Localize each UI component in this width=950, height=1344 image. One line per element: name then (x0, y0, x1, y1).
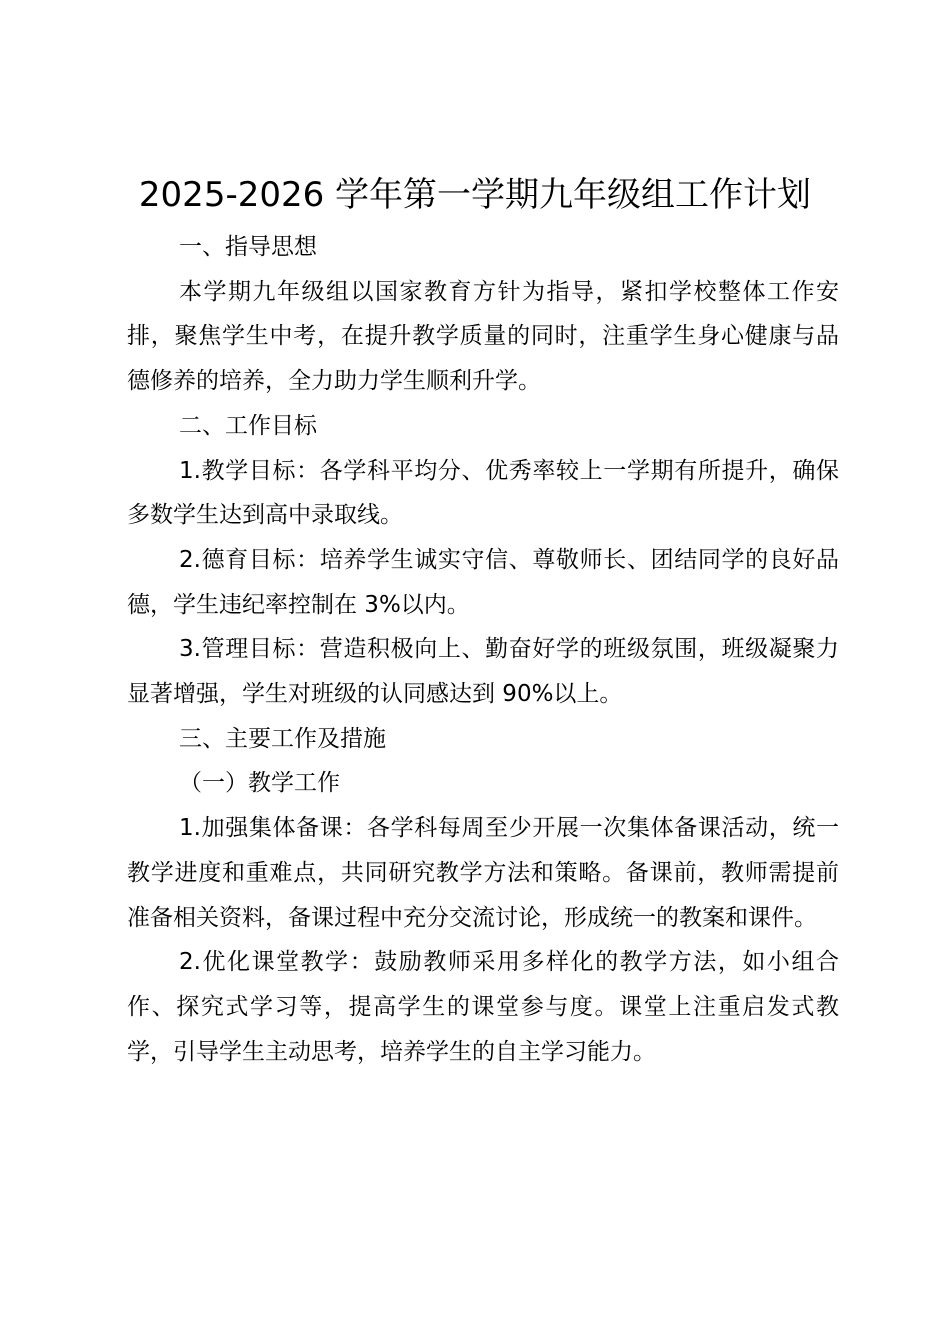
paragraph-teaching-goal: 1.教学目标：各学科平均分、优秀率较上一学期有所提升，确保多数学生达到高中录取线。 (127, 457, 839, 529)
paragraph-moral-goal: 2.德育目标：培养学生诚实守信、尊敬师长、团结同学的良好品德，学生违纪率控制在 3%以内。 (127, 546, 839, 618)
document-title: 2025-2026 学年第一学期九年级组工作计划 (138, 175, 812, 215)
section-heading-main-work: 三、主要工作及措施 (179, 725, 386, 752)
document-body (127, 225, 839, 1074)
subsection-heading-teaching-work: （一）教学工作 (179, 770, 340, 797)
section-heading-work-goals: 二、工作目标 (179, 412, 317, 439)
paragraph-optimize-classroom: 2.优化课堂教学：鼓励教师采用多样化的教学方法，如小组合作、探究式学习等，提高学生的课堂参与度。课堂上注重启发式教学，引导学生主动思考，培养学生的自主学习能力。 (127, 949, 839, 1065)
paragraph-management-goal: 3.管理目标：营造积极向上、勤奋好学的班级氛围，班级凝聚力显著增强，学生对班级的认同感达到 90%以上。 (127, 636, 839, 708)
paragraph-guiding-ideology: 本学期九年级组以国家教育方针为指导，紧扣学校整体工作安排，聚焦学生中考，在提升教学质量的同时，注重学生身心健康与品德修养的培养，全力助力学生顺利升学。 (127, 278, 839, 395)
paragraph-collective-lesson-prep: 1.加强集体备课：各学科每周至少开展一次集体备课活动，统一教学进度和重难点，共同研究教学方法和策略。备课前，教师需提前准备相关资料，备课过程中充分交流讨论，形成统一的教案和课件。 (127, 815, 839, 931)
section-heading-guiding-ideology: 一、指导思想 (179, 234, 317, 260)
